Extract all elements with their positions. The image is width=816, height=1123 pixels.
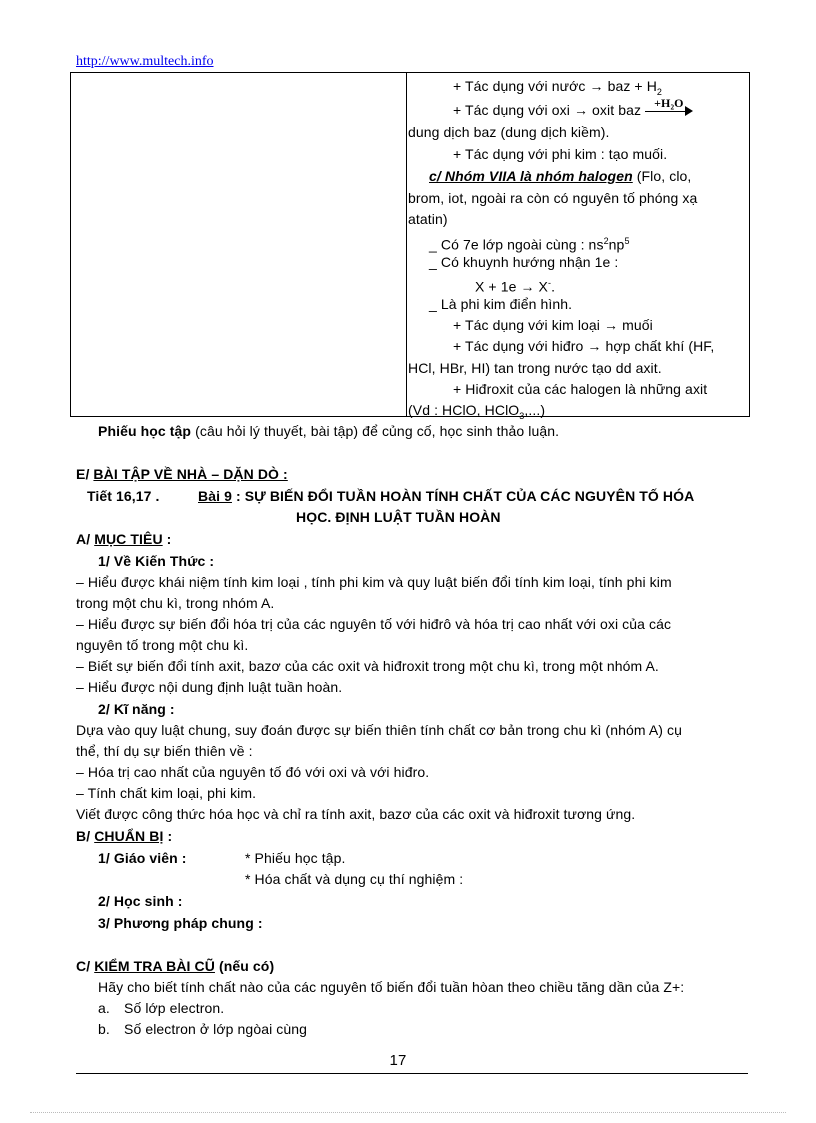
table-line: brom, iot, ngoài ra còn có nguyên tố phóng xạ — [408, 190, 698, 206]
table-line: dung dịch baz (dung dịch kiềm). — [408, 124, 610, 140]
reaction-arrow-icon: +H₂O — [645, 102, 693, 118]
table-line: X + 1e → X-. — [475, 278, 556, 295]
paragraph-line: nguyên tố trong một chu kì. — [76, 637, 249, 653]
section-c-heading: C/ KIỂM TRA BÀI CŨ (nếu có) — [76, 958, 275, 974]
worksheet-note: Phiếu học tập (câu hỏi lý thuyết, bài tập) để củng cố, học sinh thảo luận. — [98, 423, 560, 439]
table-line: + Hiđroxit của các halogen là những axit — [453, 381, 708, 397]
paragraph-line: Dựa vào quy luật chung, suy đoán được sự biến thiên tính chất cơ bản trong chu kì (nhóm A) cụ — [76, 722, 683, 738]
paragraph-line: – Hiểu được khái niệm tính kim loại , tính phi kim và quy luật biến đổi tính kim loại, tính phi kim — [76, 574, 672, 590]
answer-option-label: b. — [98, 1021, 110, 1037]
paragraph-line: thể, thí dụ sự biến thiên về : — [76, 743, 253, 759]
teacher-item: * Hóa chất và dụng cụ thí nghiệm : — [245, 871, 464, 887]
answer-option: Số electron ở lớp ngòai cùng — [124, 1021, 308, 1037]
table-line: _ Là phi kim điển hình. — [429, 296, 573, 312]
paragraph-line: trong một chu kì, trong nhóm A. — [76, 595, 275, 611]
method-label: 3/ Phương pháp chung : — [98, 915, 263, 931]
content-table — [70, 72, 750, 421]
section-b-heading: B/ CHUẨN BỊ : — [76, 828, 173, 844]
page-number: 17 — [389, 1052, 407, 1069]
table-line: (Vd : HClO, HClO$_3$,...) — [408, 402, 546, 421]
paragraph-line: – Biết sự biến đổi tính axit, bazơ của các oxit và hiđroxit trong một chu kì, trong một nhóm A. — [76, 658, 659, 674]
lesson-title: Tiết 16,17 . — [87, 488, 160, 504]
paragraph-line: – Tính chất kim loại, phi kim. — [76, 785, 257, 801]
table-right-column — [407, 73, 749, 421]
question-text: Hãy cho biết tính chất nào của các nguyên tố biến đổi tuần hòan theo chiều tăng dần của Z+: — [98, 979, 685, 995]
student-label: 2/ Học sinh : — [98, 893, 183, 909]
paragraph-line: – Hiểu được sự biến đổi hóa trị của các nguyên tố với hiđrô và hóa trị cao nhất với oxi của các — [76, 616, 672, 632]
table-line: HCl, HBr, HI) tan trong nước tạo dd axit. — [408, 360, 662, 376]
lesson-title-line-2: HỌC. ĐỊNH LUẬT TUẦN HOÀN — [296, 509, 501, 525]
table-line: _ Có 7e lớp ngoài cùng : $ns^2np^5$ — [429, 236, 630, 253]
paragraph-line: – Hóa trị cao nhất của nguyên tố đó với oxi và với hiđro. — [76, 764, 430, 780]
table-left-column — [71, 73, 407, 416]
table-line: + Tác dụng với nước → baz + $H_2$ — [453, 78, 663, 97]
table-line: + Tác dụng với phi kim : tạo muối. — [453, 146, 668, 162]
paragraph-line: – Hiểu được nội dung định luật tuần hoàn. — [76, 679, 343, 695]
answer-option: Số lớp electron. — [124, 1000, 225, 1016]
page-edge-divider — [30, 1112, 786, 1113]
table-line: + Tác dụng với oxi → oxit baz +H₂O — [453, 101, 693, 119]
header-link[interactable]: http://www.multech.info — [76, 54, 214, 69]
table-line: _ Có khuynh hướng nhận 1e : — [429, 254, 619, 270]
table-line: atatin) — [408, 211, 448, 227]
section-a-heading: A/ MỤC TIÊU : — [76, 531, 172, 547]
teacher-label: 1/ Giáo viên : — [98, 850, 187, 866]
table-line: + Tác dụng với hiđro → hợp chất khí (HF, — [453, 338, 715, 354]
knowledge-heading: 1/ Về Kiến Thức : — [98, 553, 215, 569]
skills-heading: 2/ Kĩ năng : — [98, 701, 175, 717]
answer-option-label: a. — [98, 1000, 110, 1016]
table-line: + Tác dụng với kim loại → muối — [453, 317, 653, 333]
table-line: c/ Nhóm VIIA là nhóm halogen (Flo, clo, — [429, 168, 692, 184]
footer-divider — [76, 1073, 748, 1074]
teacher-item: * Phiếu học tập. — [245, 850, 346, 866]
section-e-heading: E/ BÀI TẬP VỀ NHÀ – DẶN DÒ : — [76, 466, 288, 482]
paragraph-line: Viết được công thức hóa học và chỉ ra tính axit, bazơ của các oxit và hiđroxit tương ứng. — [76, 806, 636, 822]
lesson-title-line-1: Bài 9 : SỰ BIẾN ĐỔI TUẦN HOÀN TÍNH CHẤT CỦA CÁC NGUYÊN TỐ HÓA — [198, 488, 695, 504]
